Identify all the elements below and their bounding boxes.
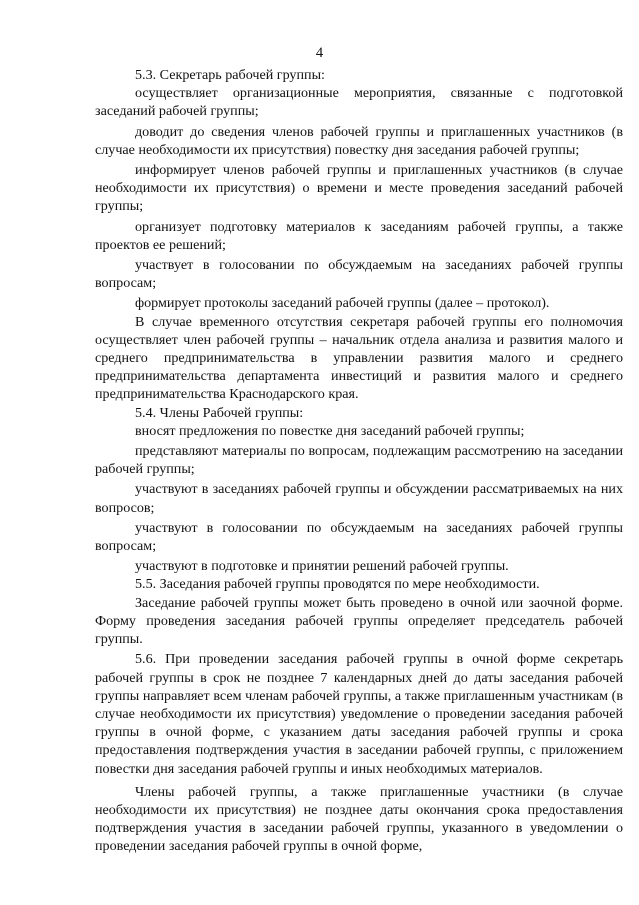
paragraph: участвуют в заседаниях рабочей группы и обсуждении рассматриваемых на них вопросов; xyxy=(95,481,623,516)
paragraph: В случае временного отсутствия секретаря рабочей группы его полномочия осуществляет член рабочей группы – начальник отдела анализа и развития малого и среднего предпринимательства в управлении развития малого и среднего предпринимательства департамента инвестиций и развития малого и среднего предпринимательства Краснодарского края. xyxy=(95,313,623,403)
paragraph: осуществляет организационные мероприятия, связанные с подготовкой заседаний рабочей группы; xyxy=(95,85,623,120)
section-heading-5-4: 5.4. Члены Рабочей группы: xyxy=(135,404,304,421)
paragraph: формирует протоколы заседаний рабочей группы (далее – протокол). xyxy=(135,295,550,312)
paragraph: Члены рабочей группы, а также приглашенные участники (в случае необходимости их присутствия) не позднее даты окончания срока предоставления подтверждения участия в заседании рабочей группы, указанного в уведомлении о проведении заседания рабочей группы в очной форме, xyxy=(95,783,623,855)
paragraph: вносят предложения по повестке дня заседаний рабочей группы; xyxy=(135,422,525,439)
paragraph: доводит до сведения членов рабочей группы и приглашенных участников (в случае необходимости их присутствия) повестку дня заседания рабочей группы; xyxy=(95,123,623,158)
section-heading-5-6: 5.6. При проведении заседания рабочей группы в очной форме секретарь рабочей группы в срок не позднее 7 календарных дней до даты заседания рабочей группы направляет всем членам рабочей группы, а также приглашенным участникам (в случае необходимости их присутствия) уведомление о проведении заседания рабочей группы в очной форме, с указанием даты заседания рабочей группы и срока предоставления подтверждения участия в заседании рабочей группы, с приложением повестки дня заседания рабочей группы и иных необходимых материалов. xyxy=(95,651,623,777)
section-heading-5-3: 5.3. Секретарь рабочей группы: xyxy=(135,67,325,83)
paragraph: участвует в голосовании по обсуждаемым на заседаниях рабочей группы вопросам; xyxy=(95,257,623,292)
paragraph: участвуют в голосовании по обсуждаемым на заседаниях рабочей группы вопросам; xyxy=(95,519,623,555)
paragraph: информирует членов рабочей группы и приглашенных участников (в случае необходимости их присутствия) о времени и месте проведения заседаний рабочей группы; xyxy=(95,162,623,215)
page-number: 4 xyxy=(315,45,324,61)
document-body xyxy=(95,66,623,856)
paragraph: представляют материалы по вопросам, подлежащим рассмотрению на заседании рабочей группы; xyxy=(95,443,623,478)
paragraph: Заседание рабочей группы может быть проведено в очной или заочной форме. Форму проведения заседания рабочей группы определяет председатель рабочей группы. xyxy=(95,594,623,648)
paragraph: организует подготовку материалов к заседаниям рабочей группы, а также проектов ее решений; xyxy=(95,218,623,253)
paragraph: участвуют в подготовке и принятии решений рабочей группы. xyxy=(135,558,509,575)
section-heading-5-5: 5.5. Заседания рабочей группы проводятся по мере необходимости. xyxy=(135,576,540,593)
